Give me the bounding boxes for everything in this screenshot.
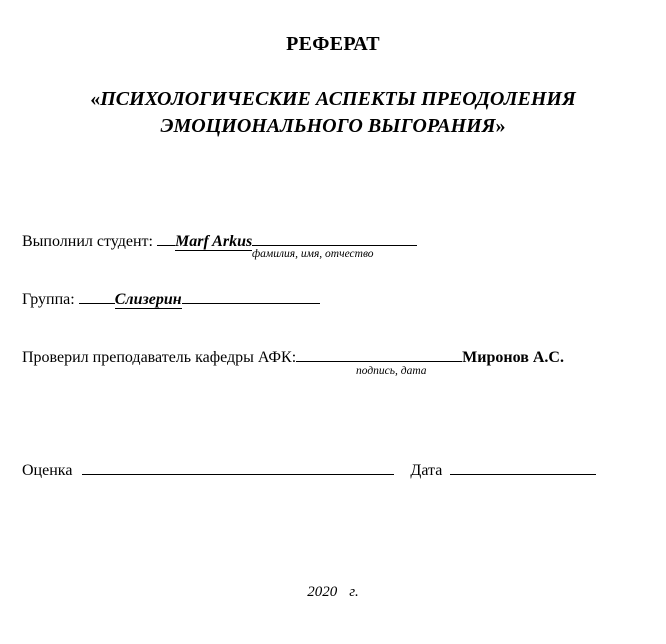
topic-line-1 — [0, 88, 666, 111]
reviewer-name: Миронов А.С. — [462, 349, 564, 366]
group-underline-tail — [182, 286, 320, 304]
group-value[interactable]: Слизерин — [114, 291, 182, 308]
topic-text-2: ЭМОЦИОНАЛЬНОГО ВЫГОРАНИЯ — [160, 115, 496, 137]
grade-row — [22, 457, 596, 480]
date-line[interactable] — [450, 457, 596, 475]
date-label: Дата — [410, 462, 443, 479]
year-value: 2020 — [307, 584, 338, 600]
group-label: Группа: — [22, 291, 75, 308]
group-underline-lead — [79, 286, 115, 304]
reviewer-caption: подпись, дата — [356, 365, 427, 377]
document-title: РЕФЕРАТ — [286, 33, 380, 55]
student-underline-lead — [157, 228, 175, 246]
reviewer-row — [22, 344, 564, 367]
student-name[interactable]: Marf Arkus — [174, 233, 253, 250]
open-quote: « — [90, 88, 101, 110]
student-label: Выполнил студент: — [22, 233, 153, 250]
topic-text-1: ПСИХОЛОГИЧЕСКИЕ АСПЕКТЫ ПРЕОДОЛЕНИЯ — [100, 88, 576, 110]
topic-line-2 — [0, 115, 666, 138]
year-line — [0, 584, 666, 601]
year-suffix: г. — [349, 584, 359, 600]
reviewer-signature-line[interactable] — [296, 344, 462, 362]
student-caption: фамилия, имя, отчество — [252, 248, 374, 260]
close-quote: » — [495, 115, 506, 137]
student-underline-tail — [252, 228, 417, 246]
reviewer-label: Проверил преподаватель кафедры АФК: — [22, 349, 297, 366]
group-row — [22, 286, 320, 309]
grade-line[interactable] — [82, 457, 394, 475]
grade-label: Оценка — [22, 462, 73, 479]
